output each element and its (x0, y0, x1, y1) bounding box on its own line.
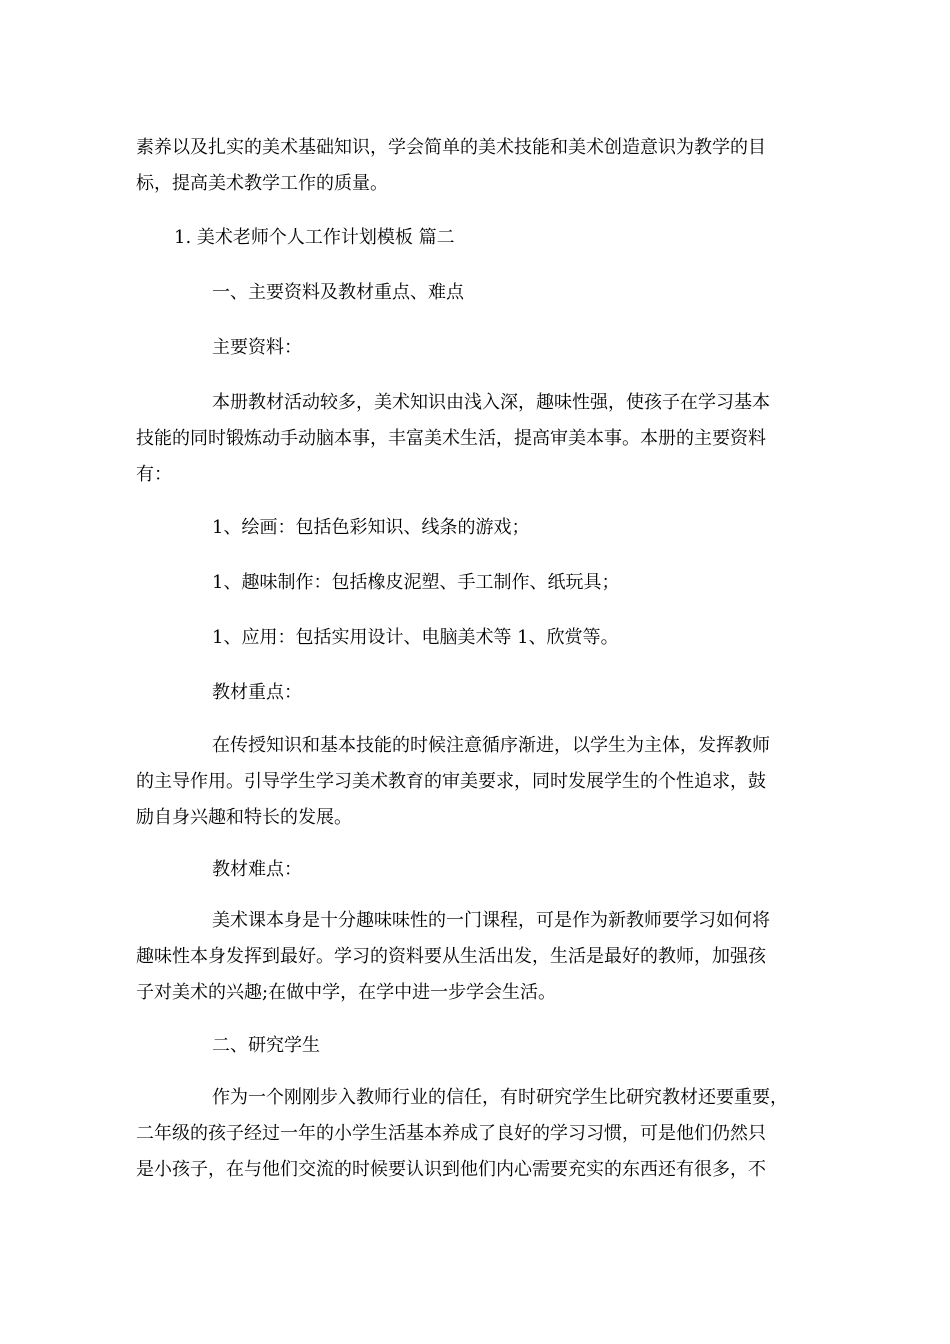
text-line: 作为一个刚刚步入教师行业的信任，有时研究学生比研究教材还要重要， (212, 1087, 788, 1108)
list-item-application: 1、应用：包括实用设计、电脑美术等 1、欣赏等。 (212, 627, 619, 648)
text-line: 有： (136, 464, 172, 485)
text-line: 技能的同时锻炼动手动脑本事，丰富美术生活，提高审美本事。本册的主要资料 (136, 428, 766, 449)
difficulties-label: 教材难点： (212, 859, 302, 880)
difficulties-paragraph (136, 903, 816, 1011)
section-title: 1. 美术老师个人工作计划模板 篇二 (174, 227, 455, 248)
text-line: 素养以及扎实的美术基础知识，学会简单的美术技能和美术创造意识为教学的目 (136, 137, 766, 158)
text-line: 在传授知识和基本技能的时候注意循序渐进，以学生为主体，发挥教师 (212, 735, 770, 756)
key-points-label: 教材重点： (212, 682, 302, 703)
intro-paragraph (136, 130, 816, 202)
students-paragraph (136, 1080, 816, 1188)
main-materials-label: 主要资料： (212, 337, 302, 358)
text-line: 标，提高美术教学工作的质量。 (136, 173, 388, 194)
text-line: 本册教材活动较多，美术知识由浅入深，趣味性强，使孩子在学习基本 (212, 392, 770, 413)
text-line: 的主导作用。引导学生学习美术教育的审美要求，同时发展学生的个性追求，鼓 (136, 771, 766, 792)
key-points-paragraph (136, 728, 816, 836)
text-line: 是小孩子，在与他们交流的时候要认识到他们内心需要充实的东西还有很多，不 (136, 1159, 766, 1180)
text-line: 美术课本身是十分趣味味性的一门课程，可是作为新教师要学习如何将 (212, 910, 770, 931)
list-item-crafts: 1、趣味制作：包括橡皮泥塑、手工制作、纸玩具； (212, 572, 620, 593)
text-line: 励自身兴趣和特长的发展。 (136, 807, 352, 828)
text-line: 二年级的孩子经过一年的小学生活基本养成了良好的学习习惯，可是他们仍然只 (136, 1123, 766, 1144)
list-item-painting: 1、绘画：包括色彩知识、线条的游戏； (212, 517, 530, 538)
text-line: 趣味性本身发挥到最好。学习的资料要从生活出发，生活是最好的教师，加强孩 (136, 946, 766, 967)
heading-study-students: 二、研究学生 (212, 1035, 320, 1056)
heading-main-materials: 一、主要资料及教材重点、难点 (212, 282, 464, 303)
text-line: 子对美术的兴趣;在做中学，在学中进一步学会生活。 (136, 982, 557, 1003)
main-materials-paragraph (136, 385, 816, 493)
